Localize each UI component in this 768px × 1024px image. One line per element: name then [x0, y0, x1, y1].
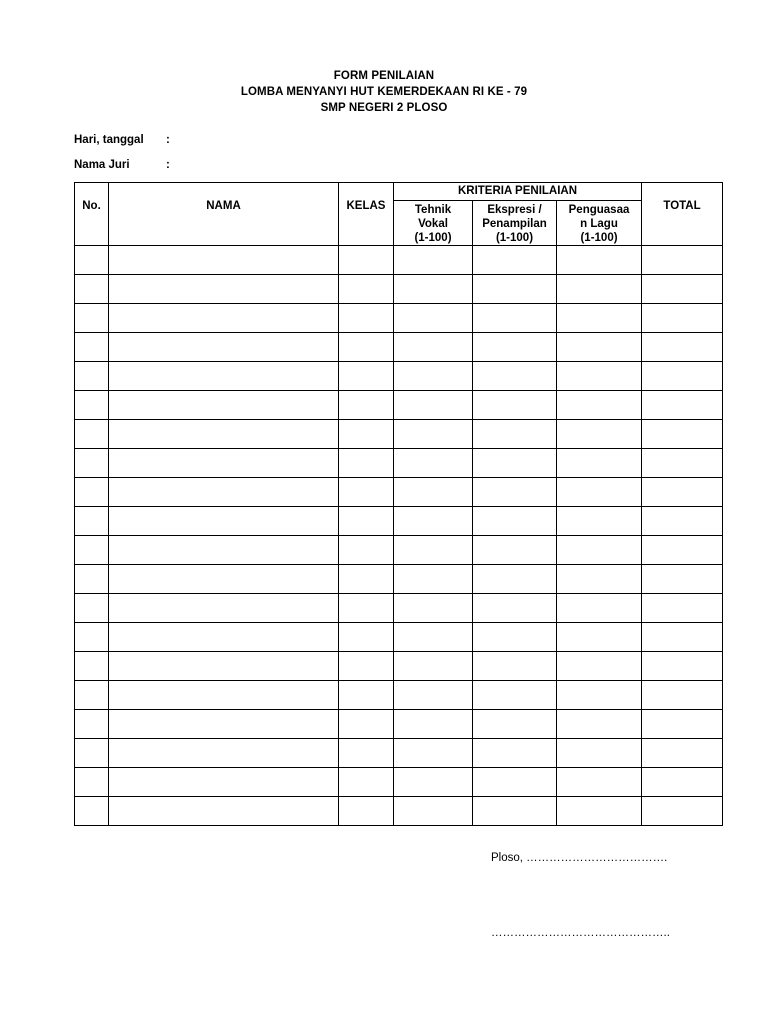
- cell-kelas[interactable]: [339, 275, 394, 304]
- cell-nama[interactable]: [109, 536, 339, 565]
- cell-penguasaan[interactable]: [557, 391, 642, 420]
- cell-total[interactable]: [642, 797, 723, 826]
- table-row: [75, 710, 723, 739]
- judge-colon: :: [166, 159, 170, 171]
- table-row: [75, 797, 723, 826]
- cell-vokal[interactable]: [394, 652, 473, 681]
- cell-kelas[interactable]: [339, 362, 394, 391]
- cell-total[interactable]: [642, 710, 723, 739]
- cell-total[interactable]: [642, 681, 723, 710]
- cell-vokal[interactable]: [394, 623, 473, 652]
- cell-nama[interactable]: [109, 246, 339, 275]
- table-row: [75, 333, 723, 362]
- cell-ekspresi[interactable]: [473, 652, 557, 681]
- cell-no[interactable]: [75, 507, 109, 536]
- cell-vokal[interactable]: [394, 797, 473, 826]
- school-name: SMP NEGERI 2 PLOSO: [320, 102, 448, 114]
- table-row: [75, 304, 723, 333]
- criterion-penguasaan: [557, 201, 642, 246]
- cell-vokal[interactable]: [394, 246, 473, 275]
- table-row: [75, 362, 723, 391]
- cell-nama[interactable]: [109, 623, 339, 652]
- cell-vokal[interactable]: [394, 536, 473, 565]
- cell-nama[interactable]: [109, 449, 339, 478]
- cell-nama[interactable]: [109, 304, 339, 333]
- criterion-vokal-line1: Tehnik: [414, 204, 452, 216]
- cell-ekspresi[interactable]: [473, 507, 557, 536]
- cell-penguasaan[interactable]: [557, 565, 642, 594]
- cell-ekspresi[interactable]: [473, 246, 557, 275]
- cell-no[interactable]: [75, 681, 109, 710]
- cell-vokal[interactable]: [394, 739, 473, 768]
- cell-penguasaan[interactable]: [557, 362, 642, 391]
- cell-kelas[interactable]: [339, 681, 394, 710]
- cell-nama[interactable]: [109, 333, 339, 362]
- header-nama: NAMA: [109, 183, 339, 246]
- cell-kelas[interactable]: [339, 652, 394, 681]
- cell-penguasaan[interactable]: [557, 652, 642, 681]
- cell-vokal[interactable]: [394, 594, 473, 623]
- cell-vokal[interactable]: [394, 304, 473, 333]
- cell-nama[interactable]: [109, 420, 339, 449]
- criterion-penguasaan-line1: Penguasaa: [568, 204, 630, 216]
- cell-kelas[interactable]: [339, 710, 394, 739]
- judge-label: Nama Juri: [74, 159, 130, 171]
- cell-total[interactable]: [642, 333, 723, 362]
- scoring-table: [74, 182, 723, 826]
- cell-penguasaan[interactable]: [557, 797, 642, 826]
- table-row: [75, 565, 723, 594]
- signature-place-date: Ploso, ……………………………….: [491, 852, 668, 864]
- date-colon: :: [166, 134, 170, 146]
- cell-ekspresi[interactable]: [473, 536, 557, 565]
- cell-kelas[interactable]: [339, 507, 394, 536]
- cell-no[interactable]: [75, 449, 109, 478]
- cell-kelas[interactable]: [339, 536, 394, 565]
- table-row: [75, 536, 723, 565]
- cell-nama[interactable]: [109, 362, 339, 391]
- cell-kelas[interactable]: [339, 304, 394, 333]
- cell-no[interactable]: [75, 768, 109, 797]
- cell-ekspresi[interactable]: [473, 478, 557, 507]
- cell-no[interactable]: [75, 565, 109, 594]
- table-row: [75, 652, 723, 681]
- cell-ekspresi[interactable]: [473, 565, 557, 594]
- cell-ekspresi[interactable]: [473, 768, 557, 797]
- cell-penguasaan[interactable]: [557, 536, 642, 565]
- cell-kelas[interactable]: [339, 420, 394, 449]
- table-row: [75, 594, 723, 623]
- cell-no[interactable]: [75, 623, 109, 652]
- cell-penguasaan[interactable]: [557, 710, 642, 739]
- cell-no[interactable]: [75, 478, 109, 507]
- cell-penguasaan[interactable]: [557, 246, 642, 275]
- cell-total[interactable]: [642, 449, 723, 478]
- cell-penguasaan[interactable]: [557, 739, 642, 768]
- cell-nama[interactable]: [109, 797, 339, 826]
- cell-vokal[interactable]: [394, 391, 473, 420]
- cell-total[interactable]: [642, 391, 723, 420]
- cell-ekspresi[interactable]: [473, 304, 557, 333]
- cell-nama[interactable]: [109, 768, 339, 797]
- cell-total[interactable]: [642, 507, 723, 536]
- table-row: [75, 623, 723, 652]
- cell-ekspresi[interactable]: [473, 420, 557, 449]
- cell-ekspresi[interactable]: [473, 623, 557, 652]
- form-title: FORM PENILAIAN: [333, 70, 435, 82]
- cell-total[interactable]: [642, 420, 723, 449]
- cell-ekspresi[interactable]: [473, 710, 557, 739]
- cell-vokal[interactable]: [394, 565, 473, 594]
- cell-nama[interactable]: [109, 565, 339, 594]
- cell-no[interactable]: [75, 246, 109, 275]
- cell-kelas[interactable]: [339, 246, 394, 275]
- cell-nama[interactable]: [109, 391, 339, 420]
- cell-ekspresi[interactable]: [473, 449, 557, 478]
- criterion-vokal-line3: (1-100): [414, 232, 452, 244]
- cell-total[interactable]: [642, 304, 723, 333]
- header-kriteria: KRITERIA PENILAIAN: [394, 183, 642, 201]
- cell-kelas[interactable]: [339, 623, 394, 652]
- criterion-ekspresi-line1: Ekspresi /: [487, 204, 542, 216]
- header-no: No.: [75, 183, 109, 246]
- table-row: [75, 768, 723, 797]
- cell-nama[interactable]: [109, 710, 339, 739]
- cell-no[interactable]: [75, 652, 109, 681]
- cell-vokal[interactable]: [394, 362, 473, 391]
- criterion-vokal: [394, 201, 473, 246]
- table-body: [75, 246, 723, 826]
- cell-nama[interactable]: [109, 652, 339, 681]
- cell-penguasaan[interactable]: [557, 275, 642, 304]
- cell-penguasaan[interactable]: [557, 623, 642, 652]
- cell-nama[interactable]: [109, 275, 339, 304]
- cell-vokal[interactable]: [394, 420, 473, 449]
- cell-no[interactable]: [75, 420, 109, 449]
- cell-penguasaan[interactable]: [557, 681, 642, 710]
- cell-kelas[interactable]: [339, 797, 394, 826]
- cell-kelas[interactable]: [339, 391, 394, 420]
- cell-kelas[interactable]: [339, 768, 394, 797]
- cell-total[interactable]: [642, 594, 723, 623]
- criterion-ekspresi-line3: (1-100): [495, 232, 534, 244]
- table-row: [75, 275, 723, 304]
- cell-vokal[interactable]: [394, 507, 473, 536]
- cell-ekspresi[interactable]: [473, 594, 557, 623]
- cell-ekspresi[interactable]: [473, 391, 557, 420]
- cell-kelas[interactable]: [339, 739, 394, 768]
- cell-total[interactable]: [642, 565, 723, 594]
- cell-kelas[interactable]: [339, 478, 394, 507]
- cell-penguasaan[interactable]: [557, 333, 642, 362]
- table-row: [75, 420, 723, 449]
- cell-penguasaan[interactable]: [557, 478, 642, 507]
- cell-no[interactable]: [75, 594, 109, 623]
- cell-total[interactable]: [642, 275, 723, 304]
- table-row: [75, 391, 723, 420]
- table-row: [75, 478, 723, 507]
- cell-vokal[interactable]: [394, 710, 473, 739]
- cell-ekspresi[interactable]: [473, 681, 557, 710]
- cell-vokal[interactable]: [394, 478, 473, 507]
- cell-vokal[interactable]: [394, 681, 473, 710]
- cell-no[interactable]: [75, 333, 109, 362]
- cell-vokal[interactable]: [394, 449, 473, 478]
- table-row: [75, 507, 723, 536]
- cell-no[interactable]: [75, 739, 109, 768]
- signature-line: ………………………………………..: [491, 927, 670, 939]
- cell-total[interactable]: [642, 768, 723, 797]
- cell-total[interactable]: [642, 362, 723, 391]
- cell-nama[interactable]: [109, 478, 339, 507]
- header-kelas: KELAS: [339, 183, 394, 246]
- cell-penguasaan[interactable]: [557, 304, 642, 333]
- criterion-penguasaan-line2: n Lagu: [580, 218, 618, 230]
- table-row: [75, 739, 723, 768]
- cell-no[interactable]: [75, 391, 109, 420]
- cell-no[interactable]: [75, 536, 109, 565]
- cell-total[interactable]: [642, 536, 723, 565]
- cell-ekspresi[interactable]: [473, 739, 557, 768]
- cell-ekspresi[interactable]: [473, 797, 557, 826]
- cell-penguasaan[interactable]: [557, 449, 642, 478]
- cell-nama[interactable]: [109, 681, 339, 710]
- criterion-vokal-line2: Vokal: [418, 218, 448, 230]
- cell-total[interactable]: [642, 246, 723, 275]
- cell-nama[interactable]: [109, 507, 339, 536]
- cell-kelas[interactable]: [339, 449, 394, 478]
- table-row: [75, 681, 723, 710]
- cell-total[interactable]: [642, 623, 723, 652]
- table-row: [75, 449, 723, 478]
- cell-nama[interactable]: [109, 594, 339, 623]
- cell-total[interactable]: [642, 652, 723, 681]
- cell-no[interactable]: [75, 304, 109, 333]
- cell-no[interactable]: [75, 797, 109, 826]
- criterion-ekspresi: [473, 201, 557, 246]
- cell-penguasaan[interactable]: [557, 594, 642, 623]
- competition-title: LOMBA MENYANYI HUT KEMERDEKAAN RI KE - 79: [240, 86, 528, 98]
- cell-penguasaan[interactable]: [557, 768, 642, 797]
- cell-penguasaan[interactable]: [557, 507, 642, 536]
- cell-ekspresi[interactable]: [473, 362, 557, 391]
- cell-kelas[interactable]: [339, 594, 394, 623]
- cell-penguasaan[interactable]: [557, 420, 642, 449]
- cell-kelas[interactable]: [339, 333, 394, 362]
- cell-vokal[interactable]: [394, 768, 473, 797]
- cell-vokal[interactable]: [394, 333, 473, 362]
- cell-ekspresi[interactable]: [473, 275, 557, 304]
- cell-ekspresi[interactable]: [473, 333, 557, 362]
- cell-no[interactable]: [75, 710, 109, 739]
- cell-vokal[interactable]: [394, 275, 473, 304]
- cell-no[interactable]: [75, 275, 109, 304]
- cell-nama[interactable]: [109, 739, 339, 768]
- cell-no[interactable]: [75, 362, 109, 391]
- criterion-ekspresi-line2: Penampilan: [482, 218, 547, 230]
- cell-kelas[interactable]: [339, 565, 394, 594]
- date-label: Hari, tanggal: [74, 134, 144, 146]
- header-total: TOTAL: [642, 183, 723, 246]
- cell-total[interactable]: [642, 739, 723, 768]
- cell-total[interactable]: [642, 478, 723, 507]
- criterion-penguasaan-line3: (1-100): [580, 232, 618, 244]
- table-row: [75, 246, 723, 275]
